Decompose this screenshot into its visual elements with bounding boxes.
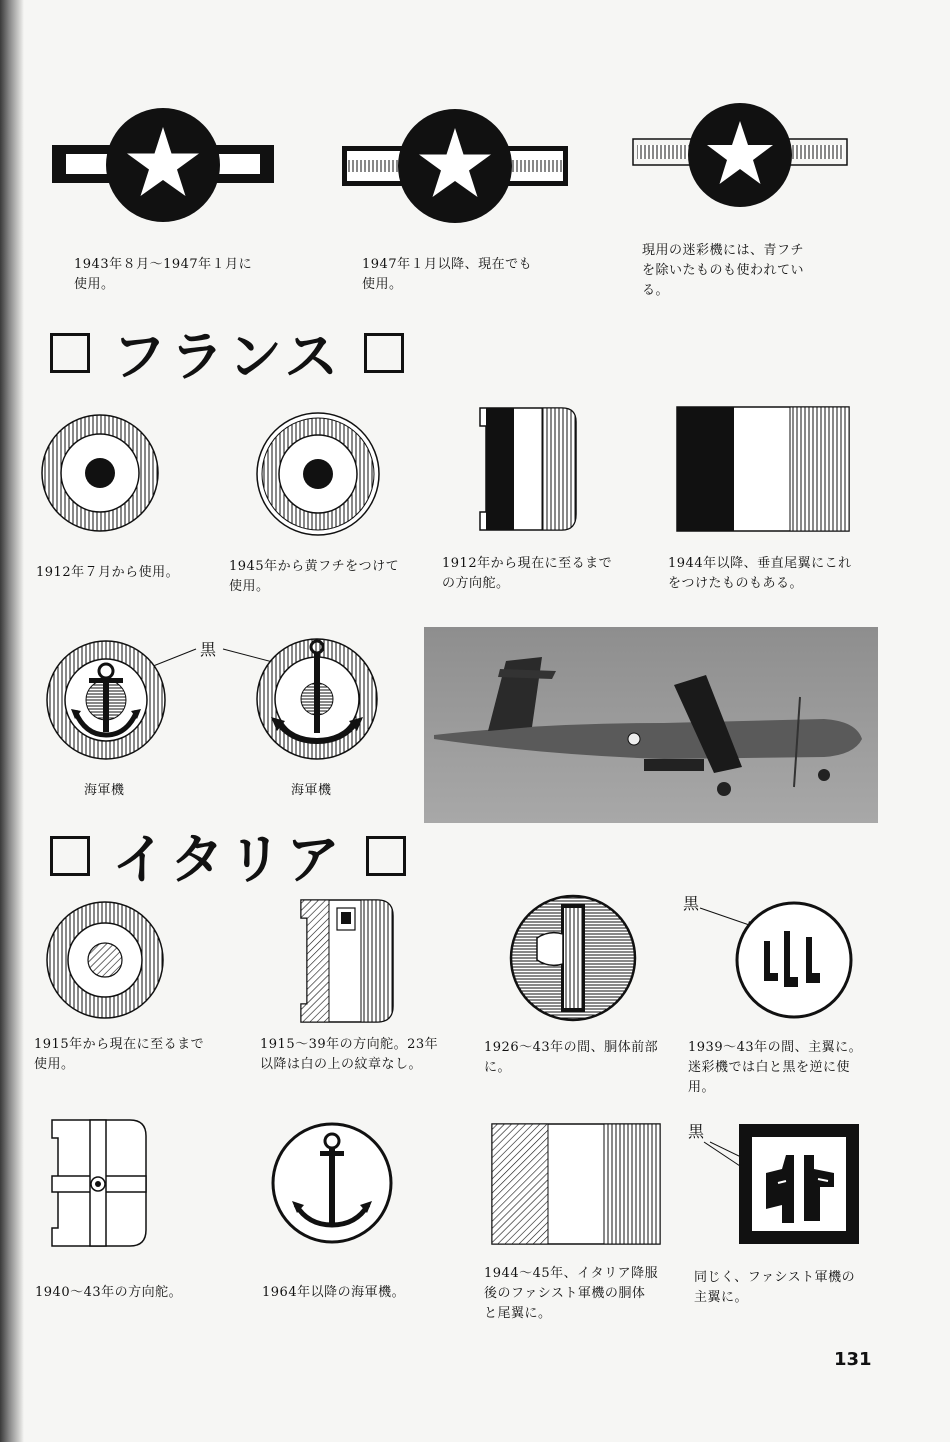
italy-fasces-wing-square: [738, 1123, 860, 1245]
france-caption-2-line2: 使用。: [229, 579, 270, 594]
usa-caption-1-line2: 使用。: [74, 277, 115, 292]
italy-heading: [50, 817, 406, 894]
france-rudder-1912: [478, 406, 578, 532]
heading-box-right: [364, 333, 404, 373]
france-caption-3-line1: 1912年から現在に至るまで: [442, 556, 613, 571]
italy-rudder-1915: [299, 898, 395, 1024]
aircraft-photo: [424, 627, 878, 823]
usa-caption-3-line1: 現用の迷彩機には、青フチ: [642, 243, 805, 258]
usa-insignia-1947: [340, 108, 570, 228]
usa-caption-3-line2: を除いたものも使われてい: [642, 263, 805, 278]
italy-heading-text: イタリア: [112, 828, 344, 891]
france-caption-2-line1: 1945年から黄フチをつけて: [229, 559, 400, 574]
france-caption-4-line2: をつけたものもある。: [668, 576, 804, 591]
france-black-label: 黒: [200, 640, 217, 659]
france-navy-caption-2: 海軍機: [291, 783, 332, 798]
italy-caption-3-line1: 1926〜43年の間、胴体前部: [484, 1040, 659, 1055]
heading-box-left: [50, 836, 90, 876]
page-number: 131: [834, 1349, 872, 1370]
france-caption-1-line1: 1912年７月から使用。: [36, 565, 180, 580]
italy-fasces-wing-roundel: [732, 901, 856, 1019]
italy-caption-1-line1: 1915年から現在に至るまで: [34, 1037, 205, 1052]
france-heading-text: フランス: [112, 325, 343, 388]
italy-caption-1-line2: 使用。: [34, 1057, 75, 1072]
italy-caption-6-line1: 1964年以降の海軍機。: [262, 1285, 406, 1300]
italy-navy-roundel-1964: [270, 1121, 394, 1245]
usa-insignia-1943: [50, 108, 276, 228]
italy-caption-7-line3: と尾翼に。: [484, 1306, 552, 1321]
italy-caption-5-line1: 1940〜43年の方向舵。: [35, 1285, 183, 1300]
usa-caption-2-line2: 使用。: [362, 277, 403, 292]
france-roundel-1945: [255, 411, 381, 537]
italy-caption-2-line2: 以降は白の上の紋章なし。: [260, 1057, 423, 1072]
italy-caption-7-line2: 後のファシスト軍機の胴体: [484, 1286, 646, 1301]
italy-caption-8-line1: 同じく、ファシスト軍機の: [694, 1270, 856, 1285]
france-caption-3-line2: の方向舵。: [442, 576, 510, 591]
france-navy-roundel-1: [45, 639, 167, 761]
italy-rudder-1940: [50, 1118, 148, 1248]
usa-insignia-lowvis: [632, 103, 848, 213]
heading-box-right: [366, 836, 406, 876]
italy-caption-4-line1: 1939〜43年の間、主翼に。: [688, 1040, 863, 1055]
usa-caption-2-line1: 1947年１月以降、現在でも: [362, 257, 533, 272]
italy-fasces-roundel: [509, 894, 637, 1022]
france-navy-roundel-2: [255, 635, 379, 761]
italy-caption-4-line3: 用。: [688, 1080, 716, 1095]
italy-black-label-1: 黒: [683, 894, 700, 913]
italy-caption-3-line2: に。: [484, 1060, 512, 1075]
italy-black-label-2: 黒: [688, 1122, 705, 1141]
italy-caption-4-line2: 迷彩機では白と黒を逆に使: [688, 1060, 851, 1075]
france-fin-flash-1944: [676, 406, 850, 532]
france-caption-4-line1: 1944年以降、垂直尾翼にこれ: [668, 556, 852, 571]
italy-caption-8-line2: 主翼に。: [694, 1290, 749, 1305]
usa-caption-1-line1: 1943年８月〜1947年１月に: [74, 257, 253, 272]
france-navy-caption-1: 海軍機: [84, 783, 125, 798]
france-roundel-1912: [40, 413, 160, 533]
heading-box-left: [50, 333, 90, 373]
italy-caption-2-line1: 1915〜39年の方向舵。23年: [260, 1037, 439, 1052]
italy-fin-flash-1944: [491, 1123, 661, 1245]
france-heading: [50, 314, 404, 391]
italy-roundel-1915: [45, 899, 165, 1021]
book-spine-shadow: [0, 0, 24, 1442]
usa-caption-3-line3: る。: [642, 283, 670, 298]
italy-caption-7-line1: 1944〜45年、イタリア降服: [484, 1266, 659, 1281]
